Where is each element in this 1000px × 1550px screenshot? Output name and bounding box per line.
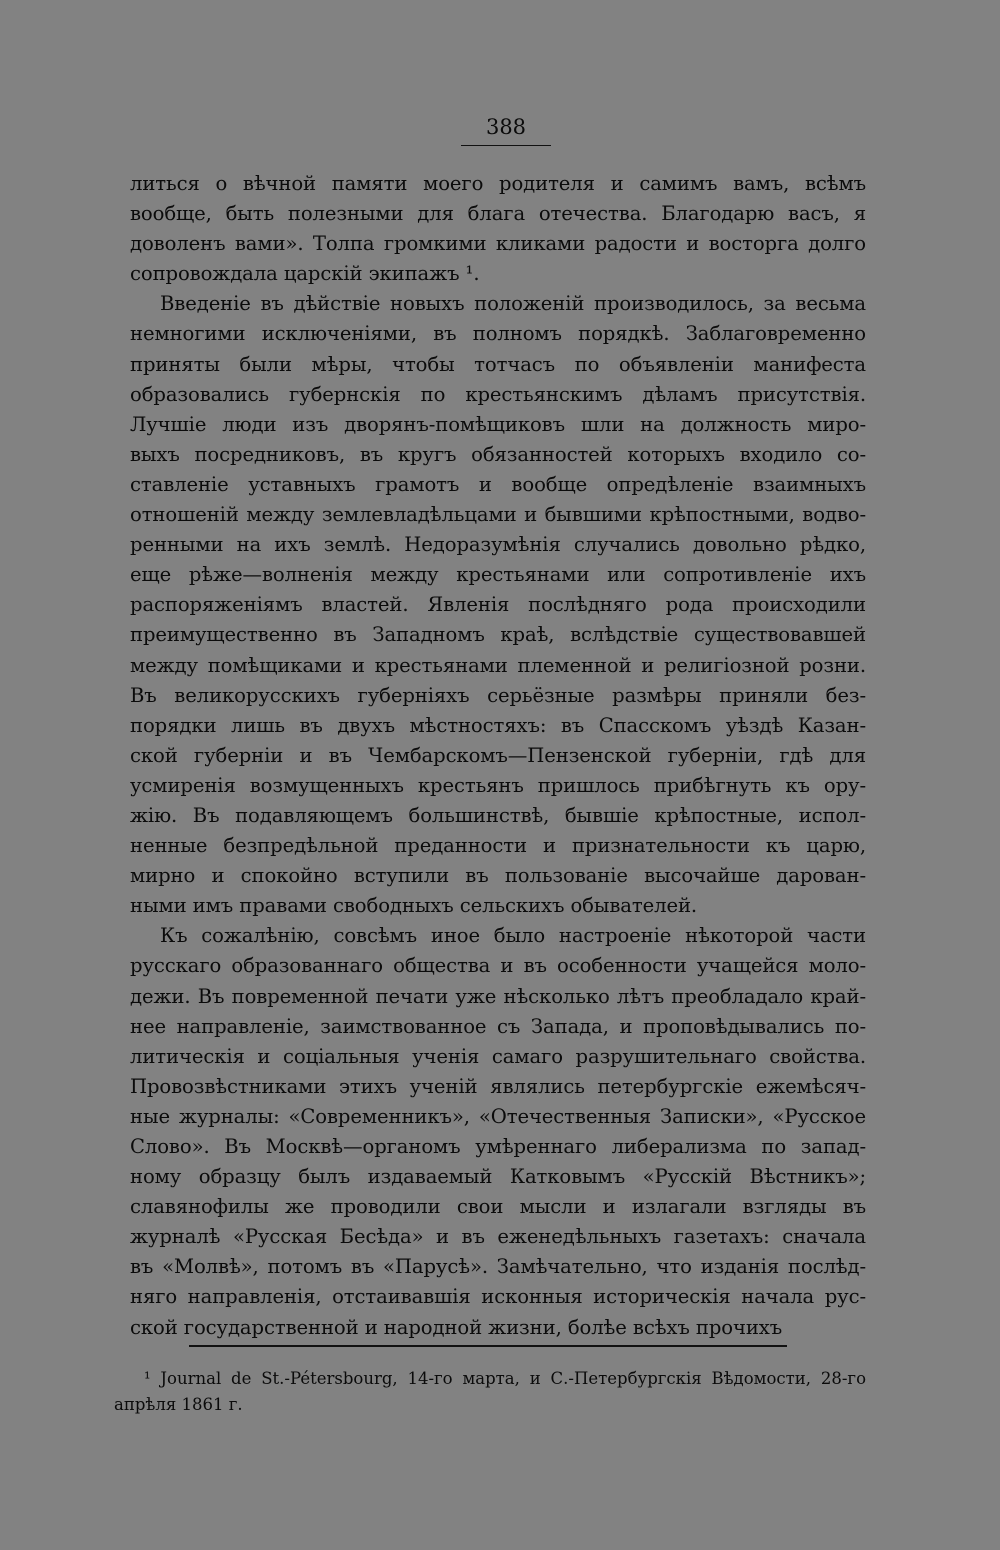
text-line: литическія и соціальныя ученія самаго разрушительнаго свойства. xyxy=(130,1044,866,1068)
text-line: мирно и спокойно вступили въ пользованіе высочайше дарован- xyxy=(130,864,866,888)
text-line: ской государственной и народной жизни, болѣе всѣхъ прочихъ xyxy=(130,1315,783,1339)
footnote-line: ¹ Journal de St.-Pétersbourg, 14-го марта, и С.-Петербургскія Вѣдомости, 28-го xyxy=(144,1369,866,1388)
text-line: ными имъ правами свободныхъ сельскихъ обывателей. xyxy=(130,894,698,918)
text-line: Въ великорусскихъ губерніяхъ серьёзные размѣры приняли без- xyxy=(130,683,866,707)
text-line: ской губерніи и въ Чембарскомъ—Пензенской губерніи, гдѣ для xyxy=(130,743,866,767)
page-number: 388 xyxy=(485,115,527,139)
text-line: образовались губернскія по крестьянскимъ дѣламъ присутствія. xyxy=(130,382,866,406)
text-line: Провозвѣстниками этихъ ученій являлись петербургскіе ежемѣсяч- xyxy=(130,1074,866,1098)
text-line: Лучшіе люди изъ дворянъ-помѣщиковъ шли на должность миро- xyxy=(130,412,866,436)
text-line: отношеній между землевладѣльцами и бывшими крѣпостными, водво- xyxy=(130,503,866,527)
text-line: вообще, быть полезными для блага отечества. Благодарю васъ, я xyxy=(130,202,866,226)
paragraph xyxy=(130,289,866,921)
text-line: приняты были мѣры, чтобы тотчасъ по объявленіи манифеста xyxy=(130,352,866,376)
text-line: Введеніе въ дѣйствіе новыхъ положеній производилось, за весьма xyxy=(160,292,866,316)
text-line: ренными на ихъ землѣ. Недоразумѣнія случались довольно рѣдко, xyxy=(130,533,866,557)
page-number-underline xyxy=(461,145,551,146)
body-text xyxy=(130,169,866,1343)
text-line: Къ сожалѣнію, совсѣмъ иное было настроеніе нѣкоторой части xyxy=(160,924,866,948)
text-line: ному образцу былъ издаваемый Катковымъ «Русскій Вѣстникъ»; xyxy=(130,1165,866,1189)
text-line: въ «Молвѣ», потомъ въ «Парусѣ». Замѣчательно, что изданія послѣд- xyxy=(130,1255,866,1279)
text-line: еще рѣже—волненія между крестьянами или сопротивленіе ихъ xyxy=(130,563,866,587)
text-line: усмиренія возмущенныхъ крестьянъ пришлось прибѣгнуть къ ору- xyxy=(130,773,866,797)
text-line: Слово». Въ Москвѣ—органомъ умѣреннаго либерализма по запад- xyxy=(130,1135,866,1158)
paragraph xyxy=(130,169,866,289)
text-line: литься о вѣчной памяти моего родителя и самимъ вамъ, всѣмъ xyxy=(130,172,866,195)
text-line: нее направленіе, заимствованное съ Запада, и проповѣдывались по- xyxy=(130,1014,866,1038)
text-line: выхъ посредниковъ, въ кругъ обязанностей которыхъ входило со- xyxy=(130,442,866,466)
text-line: няго направленія, отстаивавшія исконныя историческія начала рус- xyxy=(130,1285,866,1309)
text-line: сопровождала царскій экипажъ ¹. xyxy=(130,262,480,286)
text-line: доволенъ вами». Толпа громкими кликами радости и восторга долго xyxy=(130,232,866,256)
text-line: распоряженіямъ властей. Явленія послѣдняго рода происходили xyxy=(130,593,866,617)
text-line: порядки лишь въ двухъ мѣстностяхъ: въ Спасскомъ уѣздѣ Казан- xyxy=(130,713,866,737)
text-line: ные журналы: «Современникъ», «Отечественныя Записки», «Русское xyxy=(130,1104,866,1128)
text-line: между помѣщиками и крестьянами племенной и религіозной розни. xyxy=(130,653,866,677)
text-line: ненные безпредѣльной преданности и признательности къ царю, xyxy=(130,834,866,858)
footnote-divider xyxy=(189,1345,787,1347)
text-line: ставленіе уставныхъ грамотъ и вообще опредѣленіе взаимныхъ xyxy=(130,472,866,496)
footnote xyxy=(114,1366,866,1418)
text-line: немногими исключеніями, въ полномъ порядкѣ. Заблаговременно xyxy=(130,322,866,346)
text-line: преимущественно въ Западномъ краѣ, вслѣдствіе существовавшей xyxy=(130,623,866,647)
text-line: славянофилы же проводили свои мысли и излагали взгляды въ xyxy=(130,1195,866,1219)
text-line: журналѣ «Русская Бесѣда» и въ еженедѣльныхъ газетахъ: сначала xyxy=(130,1225,866,1249)
paragraph xyxy=(130,921,866,1342)
text-line: русскаго образованнаго общества и въ особенности учащейся моло- xyxy=(130,954,866,978)
footnote-line: апрѣля 1861 г. xyxy=(114,1395,243,1414)
text-line: дежи. Въ повременной печати уже нѣсколько лѣтъ преобладало край- xyxy=(130,984,866,1008)
text-line: жію. Въ подавляющемъ большинствѣ, бывшіе крѣпостные, испол- xyxy=(130,803,866,827)
